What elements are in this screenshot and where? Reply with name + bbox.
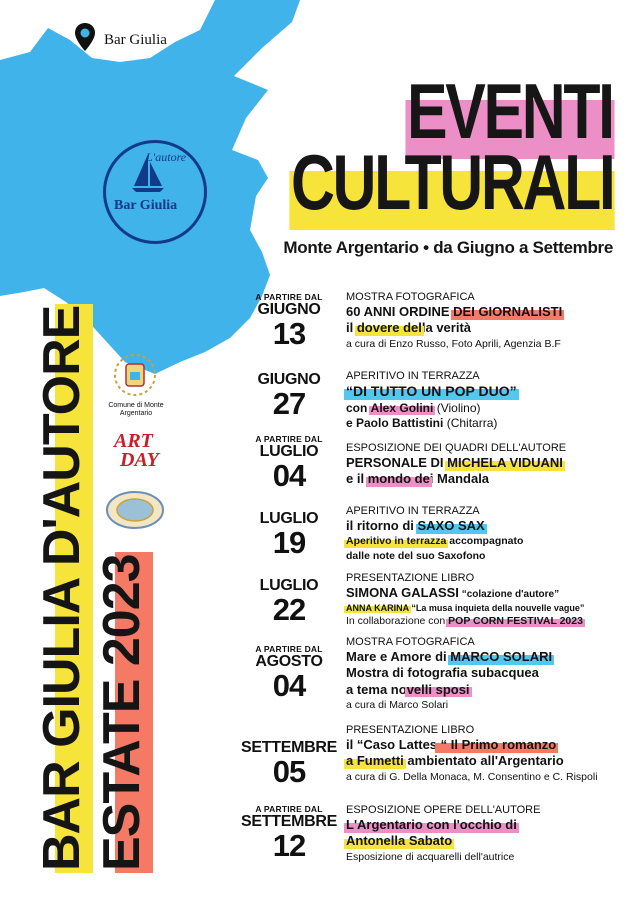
event-8-details: ESPOSIZIONE OPERE DELL'AUTORE L'Argentario con l'occhio di Antonella Sabato Esposizione di acquarelli dell'autrice (346, 804, 541, 863)
event-2-details: APERITIVO IN TERRAZZA “DI TUTTO UN POP DUO” con Alex Golini (Violino) e Paolo Battistini (Chitarra) (346, 370, 517, 430)
event-7-date: SETTEMBRE 05 (241, 739, 337, 789)
art-day-logo: ART DAY (114, 430, 159, 471)
vertical-title: BAR GIULIA D'AUTORE (33, 305, 91, 871)
logo-name: Bar Giulia (114, 198, 178, 213)
event-6-date: A PARTIRE DAL AGOSTO 04 (255, 644, 323, 703)
event-4-date: LUGLIO 19 (259, 510, 319, 560)
title-line-1: EVENTI (407, 67, 613, 155)
title-culturali (290, 138, 613, 226)
event-6-details: MOSTRA FOTOGRAFICA Mare e Amore di MARCO SOLARI Mostra di fotografia subacquea a tema novelli sposi a cura di Marco Solari (346, 636, 553, 711)
event-7-details: PRESENTAZIONE LIBRO il “Caso Lattes “ Il Primo romanzo a Fumetti ambientato all'Argentario a cura di G. Della Monaca, M. Consentino e C. Rispoli (346, 724, 598, 783)
seal-emblem-icon (105, 490, 165, 530)
event-1-date: A PARTIRE DAL GIUGNO 13 (255, 292, 323, 351)
subtitle: Monte Argentario • da Giugno a Settembre (283, 238, 613, 257)
event-4-details: APERITIVO IN TERRAZZA il ritorno di SAXO SAX Aperitivo in terrazza accompagnato dalle note del suo Saxofono (346, 505, 524, 562)
vertical-subtitle: ESTATE 2023 (93, 554, 151, 871)
location-pin-icon (74, 22, 96, 52)
event-2-date: GIUGNO 27 (257, 371, 321, 421)
comune-label: Comune di Monte Argentario (108, 402, 164, 417)
comune-crest-icon (112, 352, 158, 398)
title-line-2: CULTURALI (290, 138, 613, 226)
event-3-details: ESPOSIZIONE DEI QUADRI DELL'AUTORE PERSONALE DI MICHELA VIDUANI e il mondo dei Mandala (346, 442, 567, 487)
event-5-details: PRESENTAZIONE LIBRO SIMONA GALASSI “colazione d'autore” ANNA KARINA “La musa inquieta della nouvelle vague” In collaborazione con POP CORN FESTIVAL 2023 (346, 572, 585, 627)
event-8-date: A PARTIRE DAL SETTEMBRE 12 (241, 804, 337, 863)
event-5-date: LUGLIO 22 (259, 577, 319, 627)
event-1-details: MOSTRA FOTOGRAFICA 60 ANNI ORDINE DEI GIORNALISTI il dovere della verità a cura di Enzo Russo, Foto Aprili, Agenzia B.F (346, 291, 563, 350)
logo-script-text: L'autore (146, 150, 187, 164)
event-3-date: A PARTIRE DAL LUGLIO 04 (255, 434, 323, 493)
venue-pin-label: Bar Giulia (104, 32, 167, 48)
